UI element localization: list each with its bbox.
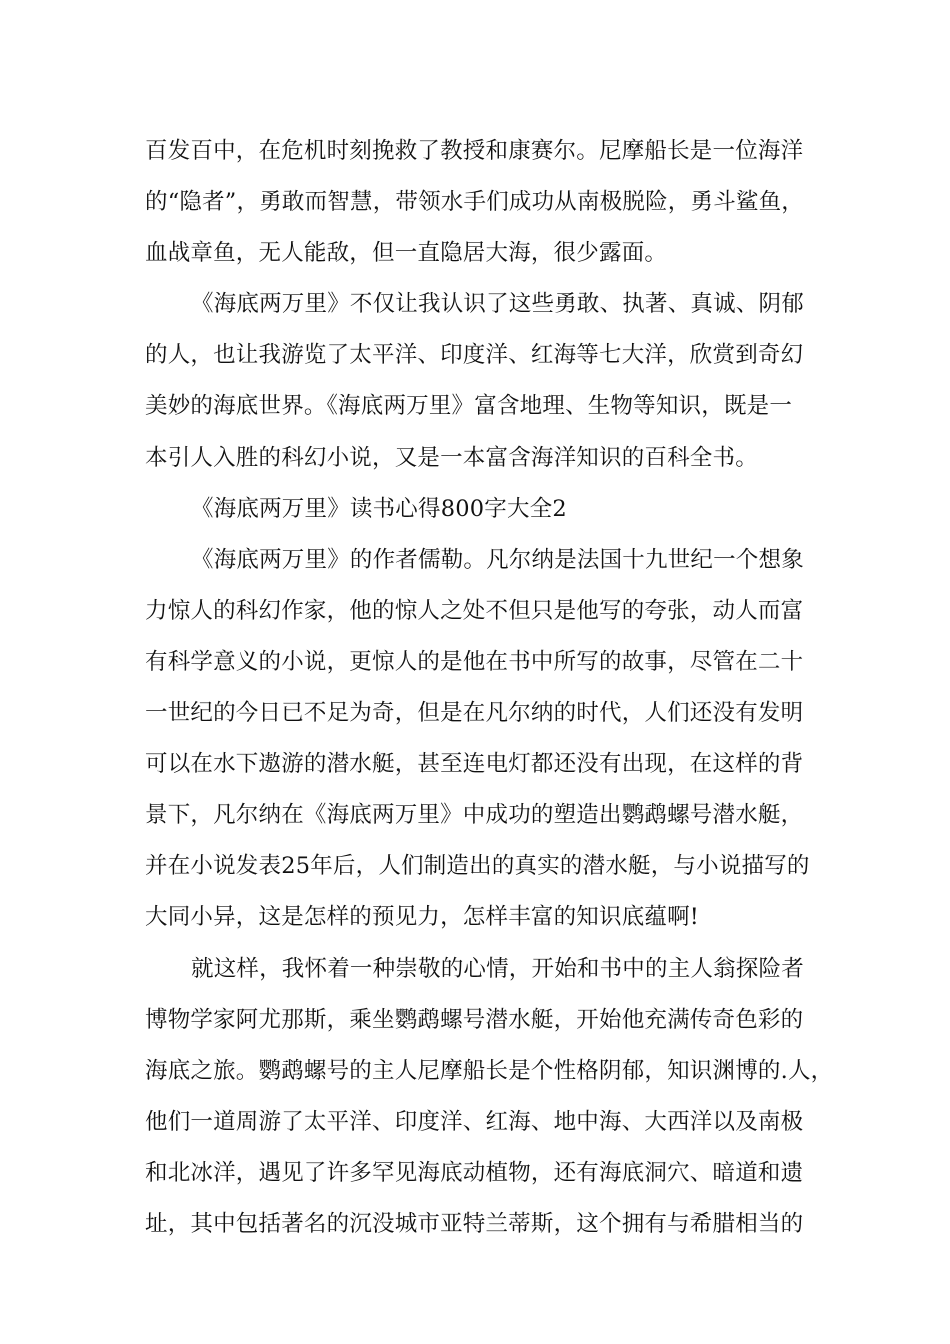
text-line: 本引人入胜的科幻小说，又是一本富含海洋知识的百科全书。: [145, 444, 758, 471]
text-line: 景下，凡尔纳在《海底两万里》中成功的塑造出鹦鹉螺号潜水艇，: [145, 802, 804, 829]
paragraph-start-line: 《海底两万里》的作者儒勒。凡尔纳是法国十九世纪一个想象: [191, 546, 804, 573]
text-line: 大同小异，这是怎样的预见力，怎样丰富的知识底蕴啊!: [145, 904, 700, 931]
body-text: [145, 126, 834, 1250]
text-line: 并在小说发表25年后，人们制造出的真实的潜水艇，与小说描写的: [145, 853, 810, 880]
paragraph-start-line: 《海底两万里》不仅让我认识了这些勇敢、执著、真诚、阴郁: [191, 291, 804, 318]
text-line: 的人，也让我游览了太平洋、印度洋、红海等七大洋，欣赏到奇幻: [145, 342, 804, 369]
text-line: 博物学家阿尤那斯，乘坐鹦鹉螺号潜水艇，开始他充满传奇色彩的: [145, 1006, 804, 1033]
text-line: 可以在水下遨游的潜水艇，甚至连电灯都还没有出现，在这样的背: [145, 751, 804, 778]
text-line: 百发百中，在危机时刻挽救了教授和康赛尔。尼摩船长是一位海洋: [145, 138, 804, 164]
text-line: 海底之旅。鹦鹉螺号的主人尼摩船长是个性格阴郁，知识渊博的.人，: [145, 1057, 834, 1084]
text-line: 力惊人的科幻作家，他的惊人之处不但只是他写的夸张，动人而富: [145, 597, 804, 624]
section-heading: 《海底两万里》读书心得800字大全2: [191, 495, 567, 522]
text-line: 他们一道周游了太平洋、印度洋、红海、地中海、大西洋以及南极: [145, 1108, 804, 1135]
text-line: 血战章鱼，无人能敌，但一直隐居大海，很少露面。: [145, 240, 668, 267]
text-line: 址，其中包括著名的沉没城市亚特兰蒂斯，这个拥有与希腊相当的: [145, 1210, 804, 1237]
text-line: 的“隐者”，勇敢而智慧，带领水手们成功从南极脱险，勇斗鲨鱼，: [145, 189, 805, 216]
text-line: 有科学意义的小说，更惊人的是他在书中所写的故事，尽管在二十: [145, 648, 804, 675]
text-line: 美妙的海底世界。《海底两万里》富含地理、生物等知识，既是一: [145, 393, 793, 420]
paragraph-start-line: 就这样，我怀着一种崇敬的心情，开始和书中的主人翁探险者: [191, 955, 804, 982]
text-line: 一世纪的今日已不足为奇，但是在凡尔纳的时代，人们还没有发明: [145, 700, 804, 727]
text-line: 和北冰洋，遇见了许多罕见海底动植物，还有海底洞穴、暗道和遗: [145, 1159, 804, 1186]
